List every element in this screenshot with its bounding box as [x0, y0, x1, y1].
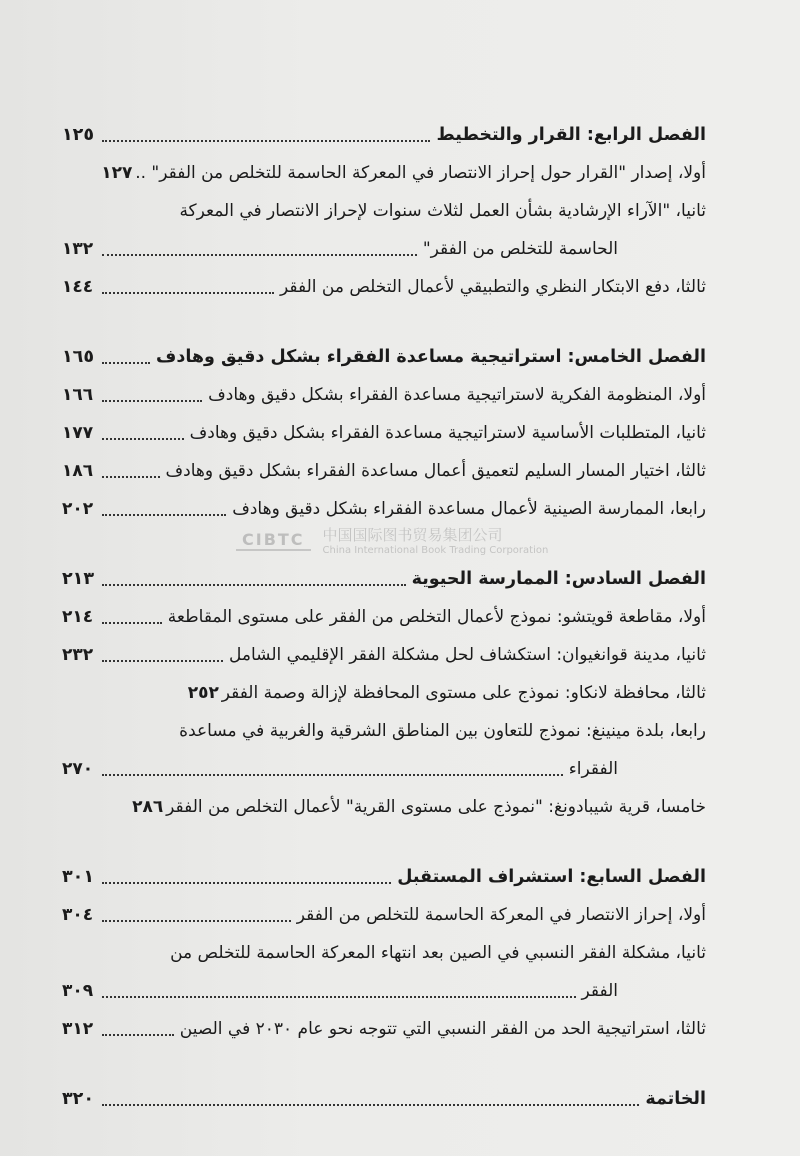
- dot-leader: [102, 920, 291, 922]
- entry-title: أولا، إصدار "القرار حول إحراز الانتصار في المعركة الحاسمة للتخلص من الفقر" ..: [135, 163, 706, 183]
- chapter-heading[interactable]: [62, 338, 706, 376]
- entry-title: ثالثا، استراتيجية الحد من الفقر النسبي التي تتوجه نحو عام ٢٠٣٠ في الصين: [179, 1019, 706, 1039]
- toc-entry[interactable]: [62, 934, 706, 972]
- page-number: ١٦٦: [62, 385, 94, 405]
- entry-title: خامسا، قرية شيبادونغ: "نموذج على مستوى القرية" لأعمال التخلص من الفقر: [166, 797, 706, 817]
- dot-leader: [102, 140, 430, 142]
- conclusion-title: الخاتمة: [645, 1089, 706, 1109]
- dot-leader: [102, 1104, 639, 1106]
- dot-leader: [102, 996, 576, 998]
- page-number: ١٣٢: [62, 239, 94, 259]
- toc-entry-continuation[interactable]: [62, 972, 706, 1010]
- entry-title: الحاسمة للتخلص من الفقر": [422, 239, 618, 259]
- dot-leader: [102, 476, 160, 478]
- dot-leader: [102, 254, 417, 256]
- dot-leader: [102, 622, 162, 624]
- entry-title: ثانيا، "الآراء الإرشادية بشأن العمل لثلاث سنوات لإحراز الانتصار في المعركة: [179, 201, 706, 221]
- spacer: [62, 826, 706, 858]
- page-number: ٣٠١: [62, 867, 95, 887]
- chapter-heading[interactable]: [62, 116, 706, 154]
- toc-entry[interactable]: [62, 192, 706, 230]
- spacer: [62, 306, 706, 338]
- entry-title: أولا، إحراز الانتصار في المعركة الحاسمة للتخلص من الفقر: [296, 905, 706, 925]
- page-number: ٢٣٢: [62, 645, 94, 665]
- entry-title: رابعا، بلدة مينينغ: نموذج للتعاون بين المناطق الشرقية والغربية في مساعدة: [179, 721, 706, 741]
- toc-entry[interactable]: [62, 1010, 706, 1048]
- watermark-english: China International Book Trading Corporation: [322, 545, 549, 556]
- dot-leader: [102, 400, 202, 402]
- entry-title: أولا، المنظومة الفكرية لاستراتيجية مساعدة الفقراء بشكل دقيق وهادف: [208, 385, 706, 405]
- toc-entry-continuation[interactable]: [62, 230, 706, 268]
- page-number: ١٧٧: [62, 423, 94, 443]
- page-number: ٣٢٠: [62, 1089, 95, 1109]
- dot-leader: [102, 438, 184, 440]
- toc-entry-continuation[interactable]: [62, 750, 706, 788]
- watermark-text: [323, 524, 549, 556]
- page-number: ١٢٧: [101, 163, 133, 183]
- toc-entry[interactable]: [62, 414, 706, 452]
- entry-title: ثالثا، اختيار المسار السليم لتعميق أعمال مساعدة الفقراء بشكل دقيق وهادف: [165, 461, 706, 481]
- dot-leader: [102, 584, 406, 586]
- chapter-title: الفصل الخامس: استراتيجية مساعدة الفقراء بشكل دقيق وهادف: [156, 347, 706, 367]
- dot-leader: [102, 362, 150, 364]
- entry-title: ثانيا، مشكلة الفقر النسبي في الصين بعد انتهاء المعركة الحاسمة للتخلص من: [170, 943, 706, 963]
- toc-entry[interactable]: [62, 598, 706, 636]
- spacer: [62, 1048, 706, 1080]
- dot-leader: [102, 292, 274, 294]
- dot-leader: [102, 660, 223, 662]
- watermark-chinese: 中国国际图书贸易集团公司: [322, 526, 503, 544]
- page-number: ٢١٤: [62, 607, 94, 627]
- page-number: ٣٠٤: [62, 905, 94, 925]
- entry-title: ثانيا، المتطلبات الأساسية لاستراتيجية مساعدة الفقراء بشكل دقيق وهادف: [189, 423, 706, 443]
- page-number: ٢٨٦: [132, 797, 164, 817]
- watermark-logo: CIBTC: [236, 530, 311, 551]
- page-number: ٢٥٢: [187, 683, 219, 703]
- page-number: ١٨٦: [62, 461, 94, 481]
- toc-entry[interactable]: [62, 636, 706, 674]
- chapter-title: الفصل السادس: الممارسة الحيوية: [411, 569, 706, 589]
- watermark: [236, 520, 566, 560]
- page-number: ١٤٤: [62, 277, 94, 297]
- entry-title: الفقر: [581, 981, 618, 1001]
- page-number: ١٢٥: [62, 125, 95, 145]
- entry-title: ثانيا، مدينة قوانغيوان: استكشاف لحل مشكلة الفقر الإقليمي الشامل: [229, 645, 706, 665]
- page-number: ٣١٢: [62, 1019, 94, 1039]
- toc-entry[interactable]: [62, 154, 706, 192]
- table-of-contents: [62, 116, 706, 1118]
- page-number: ٣٠٩: [62, 981, 94, 1001]
- chapter-title: الفصل الرابع: القرار والتخطيط: [436, 125, 706, 145]
- page-number: ١٦٥: [62, 347, 95, 367]
- chapter-heading[interactable]: [62, 560, 706, 598]
- toc-entry[interactable]: [62, 376, 706, 414]
- entry-title: الفقراء: [568, 759, 618, 779]
- dot-leader: [102, 1034, 174, 1036]
- entry-title: ثالثا، دفع الابتكار النظري والتطبيقي لأعمال التخلص من الفقر: [280, 277, 706, 297]
- toc-entry[interactable]: [62, 452, 706, 490]
- entry-title: أولا، مقاطعة قويتشو: نموذج لأعمال التخلص من الفقر على مستوى المقاطعة: [167, 607, 706, 627]
- toc-entry[interactable]: [62, 674, 706, 712]
- entry-title: رابعا، الممارسة الصينية لأعمال مساعدة الفقراء بشكل دقيق وهادف: [232, 499, 706, 519]
- page-number: ٢٧٠: [62, 759, 94, 779]
- entry-title: ثالثا، محافظة لانكاو: نموذج على مستوى المحافظة لإزالة وصمة الفقر: [221, 683, 706, 703]
- page-number: ٢٠٢: [62, 499, 94, 519]
- page-number: ٢١٣: [62, 569, 95, 589]
- chapter-title: الفصل السابع: استشراف المستقبل: [397, 867, 706, 887]
- toc-entry[interactable]: [62, 712, 706, 750]
- dot-leader: [102, 882, 391, 884]
- toc-entry[interactable]: [62, 788, 706, 826]
- toc-entry[interactable]: [62, 896, 706, 934]
- chapter-heading[interactable]: [62, 858, 706, 896]
- dot-leader: [102, 774, 563, 776]
- toc-entry[interactable]: [62, 268, 706, 306]
- dot-leader: [102, 514, 226, 516]
- conclusion-heading[interactable]: [62, 1080, 706, 1118]
